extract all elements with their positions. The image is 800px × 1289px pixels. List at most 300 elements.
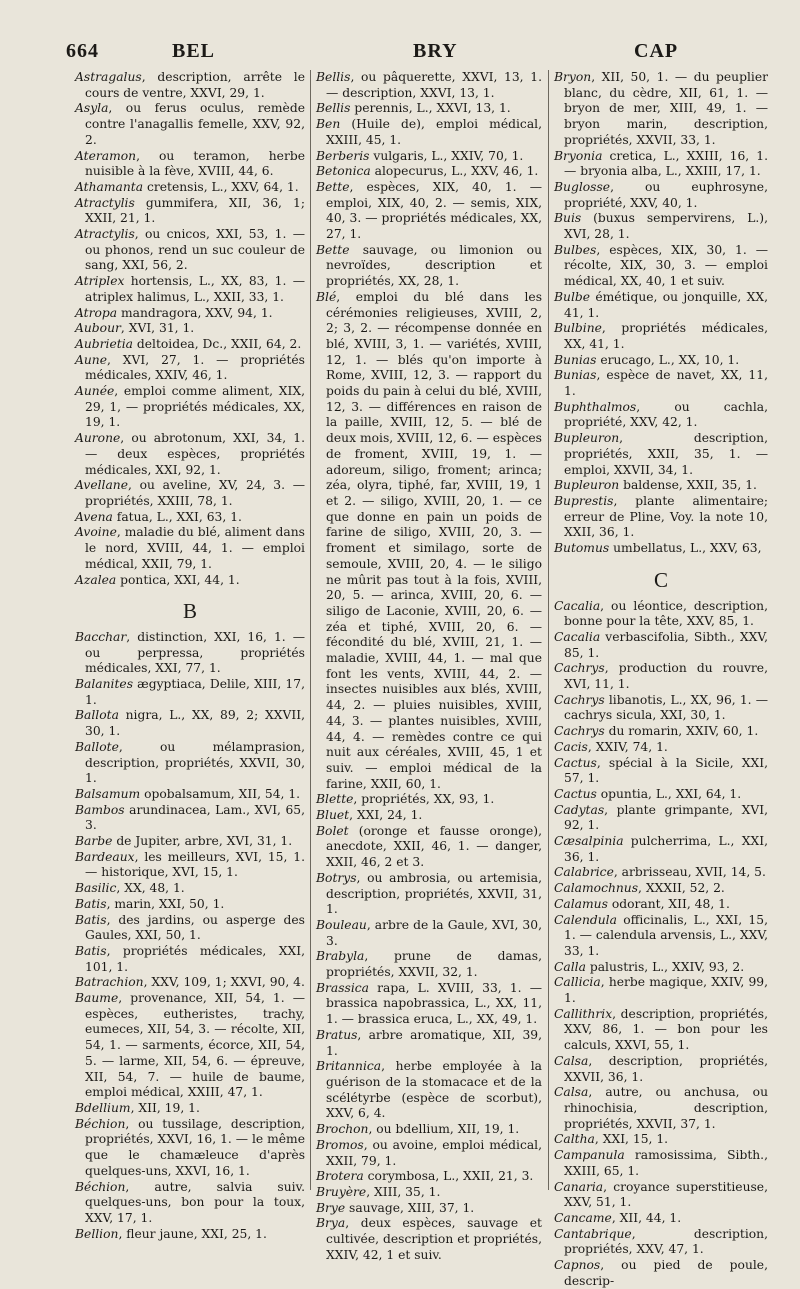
entry-term: Bunias bbox=[554, 368, 597, 383]
entry-text: , XX, 48, 1. bbox=[116, 881, 185, 896]
index-entry bbox=[554, 431, 768, 478]
entry-term: Brotera bbox=[316, 1169, 364, 1184]
entry-text: cretica, L., XXIII, 16, 1. — bryonia alba, L., XXIII, 17, 1. bbox=[564, 148, 768, 179]
entry-term: Avellane bbox=[75, 478, 129, 493]
index-entry bbox=[554, 865, 768, 881]
entry-term: Cadytas bbox=[554, 802, 605, 817]
entry-term: Bulbine bbox=[554, 321, 602, 336]
entry-term: Bluet bbox=[316, 808, 350, 823]
entry-term: Bouleau bbox=[316, 917, 367, 932]
index-entry bbox=[554, 787, 768, 803]
entry-text: , croyance superstitieuse, XXV, 51, 1. bbox=[564, 1179, 768, 1210]
index-entry bbox=[554, 1258, 768, 1289]
entry-text: , ou tussilage, description, propriétés, XXVI, 16, 1. — le même que le chamæleuce d'après quelques-uns, XXVI, 16, 1. bbox=[85, 1116, 305, 1178]
index-entry bbox=[75, 573, 305, 589]
entry-term: Bromos bbox=[316, 1137, 364, 1152]
entry-term: Batis bbox=[75, 912, 107, 927]
entry-text: , propriétés médicales, XX, 41, 1. bbox=[564, 321, 768, 351]
column-divider bbox=[310, 70, 311, 1190]
index-entry bbox=[316, 70, 542, 101]
index-entry bbox=[554, 960, 768, 976]
index-entry bbox=[75, 834, 305, 850]
index-entry bbox=[75, 274, 305, 305]
entry-term: Callithrix bbox=[554, 1006, 613, 1021]
index-entry bbox=[316, 180, 542, 243]
entry-text: arundinacea, Lam., XVI, 65, 3. bbox=[85, 802, 305, 833]
entry-text: deltoidea, Dc., XXII, 64, 2. bbox=[132, 336, 302, 351]
index-entry bbox=[75, 897, 305, 913]
entry-term: Bulbes bbox=[554, 242, 597, 257]
entry-text: , propriétés, XX, 93, 1. bbox=[353, 792, 495, 807]
entry-term: Calendula bbox=[554, 912, 617, 927]
index-entry bbox=[75, 913, 305, 944]
entry-term: Blé bbox=[316, 289, 337, 304]
index-entry bbox=[75, 850, 305, 881]
index-entry bbox=[75, 1180, 305, 1227]
entry-text: , propriétés médicales, XXI, 101, 1. bbox=[85, 943, 305, 974]
index-entry bbox=[316, 871, 542, 918]
entry-term: Ballote bbox=[75, 739, 119, 754]
index-entry bbox=[554, 1227, 768, 1258]
entry-text: , ou cachla, propriété, XXV, 42, 1. bbox=[564, 399, 768, 430]
entry-text: , ou pied de poule, descrip- bbox=[564, 1258, 768, 1288]
index-entry bbox=[554, 897, 768, 913]
entry-text: émétique, ou jonquille, XX, 41, 1. bbox=[564, 289, 768, 320]
entry-text: opobalsamum, XII, 54, 1. bbox=[140, 786, 301, 801]
entry-term: Cacalia bbox=[554, 598, 601, 613]
entry-term: Cæsalpinia bbox=[554, 834, 624, 849]
entry-text: , autre, salvia suiv. quelques-uns, bon pour la toux, XXV, 17, 1. bbox=[85, 1179, 305, 1225]
entry-text: , ou pâquerette, XXVI, 13, 1. — description, XXVI, 13, 1. bbox=[326, 70, 542, 100]
entry-text: opuntia, L., XXI, 64, 1. bbox=[596, 786, 742, 801]
entry-text: , fleur jaune, XXI, 25, 1. bbox=[118, 1226, 267, 1241]
index-entry bbox=[75, 991, 305, 1101]
entry-term: Ben bbox=[316, 117, 341, 132]
index-entry bbox=[316, 808, 542, 824]
column-divider bbox=[548, 70, 549, 1190]
index-entry bbox=[316, 290, 542, 793]
entry-text: erucago, L., XX, 10, 1. bbox=[596, 352, 740, 367]
index-entry bbox=[75, 149, 305, 180]
entry-text: gummifera, XII, 36, 1; XXII, 21, 1. bbox=[85, 195, 305, 226]
entry-term: Britannica bbox=[316, 1059, 382, 1074]
index-entry bbox=[554, 1211, 768, 1227]
entry-text: , maladie du blé, aliment dans le nord, XVIII, 44, 1. — emploi médical, XXII, 79, 1. bbox=[85, 525, 305, 571]
entry-text: , XVI, 31, 1. bbox=[120, 321, 195, 336]
entry-text: , XXXII, 52, 2. bbox=[638, 881, 725, 896]
entry-text: , XXI, 24, 1. bbox=[349, 808, 423, 823]
entry-text: , espèces, XIX, 30, 1. — récolte, XIX, 30, 3. — emploi médical, XX, 40, 1 et suiv. bbox=[564, 242, 768, 289]
entry-term: Calsa bbox=[554, 1053, 589, 1068]
entry-term: Callicia bbox=[554, 975, 601, 990]
header-guide-word-left: BEL bbox=[172, 40, 216, 62]
index-entry bbox=[316, 824, 542, 871]
entry-text: rapa, L. XVIII, 33, 1. — brassica napobrassica, L., XX, 11, 1. — brassica eruca, L., XX, 49, 1. bbox=[326, 980, 542, 1027]
entry-text: , deux espèces, sauvage et cultivée, description et propriétés, XXIV, 42, 1 et suiv. bbox=[326, 1216, 542, 1262]
entry-term: Bacchar bbox=[75, 629, 127, 644]
index-entry bbox=[75, 787, 305, 803]
entry-term: Capnos bbox=[554, 1258, 601, 1273]
entry-text: palustris, L., XXIV, 93, 2. bbox=[585, 959, 745, 974]
entry-text: , ou euphrosyne, propriété, XXV, 40, 1. bbox=[564, 179, 768, 210]
entry-term: Butomus bbox=[554, 541, 610, 556]
entry-term: Caltha bbox=[554, 1132, 595, 1147]
index-entry bbox=[75, 1101, 305, 1117]
index-entry bbox=[75, 306, 305, 322]
index-entry bbox=[75, 337, 305, 353]
entry-text: , arbre aromatique, XII, 39, 1. bbox=[326, 1027, 542, 1058]
entry-term: Bupleuron bbox=[554, 478, 620, 493]
entry-term: Cactus bbox=[554, 755, 597, 770]
entry-term: Basilic bbox=[75, 881, 117, 896]
entry-text: (Huile de), emploi médical, XXIII, 45, 1. bbox=[326, 117, 542, 147]
entry-term: Buis bbox=[554, 211, 582, 226]
entry-term: Astragalus bbox=[75, 70, 142, 84]
entry-term: Batrachion bbox=[75, 975, 144, 990]
entry-term: Brochon bbox=[316, 1122, 369, 1137]
entry-text: , XII, 50, 1. — du peuplier blanc, du cèdre, XII, 61, 1. — bryon de mer, XIII, 49, 1. — bryon marin, description, propriétés, XXVII, 33, 1. bbox=[564, 70, 768, 147]
entry-text: , arbre de la Gaule, XVI, 30, 3. bbox=[326, 917, 542, 948]
entry-text: (buxus sempervirens, L.), XVI, 28, 1. bbox=[564, 211, 768, 242]
index-entry bbox=[554, 353, 768, 369]
entry-term: Bryon bbox=[554, 70, 592, 84]
entry-term: Cancame bbox=[554, 1210, 612, 1225]
index-entry bbox=[75, 525, 305, 572]
index-entry bbox=[316, 243, 542, 290]
index-entry bbox=[75, 353, 305, 384]
entry-term: Calla bbox=[554, 959, 586, 974]
index-entry bbox=[75, 101, 305, 148]
entry-term: Bellis bbox=[316, 70, 351, 84]
entry-term: Batis bbox=[75, 896, 107, 911]
entry-text: , description, propriétés, XXVII, 36, 1. bbox=[564, 1053, 768, 1084]
index-entry bbox=[554, 693, 768, 724]
entry-term: Buphthalmos bbox=[554, 399, 637, 414]
entry-text: , ou mélamprasion, description, propriétés, XXVII, 30, 1. bbox=[85, 739, 305, 786]
entry-term: Aubour bbox=[75, 321, 121, 336]
entry-text: , autre, ou anchusa, ou rhinochisia, description, propriétés, XXVII, 37, 1. bbox=[564, 1085, 768, 1131]
entry-term: Cachrys bbox=[554, 661, 605, 676]
entry-text: umbellatus, L., XXV, 63, bbox=[609, 541, 762, 556]
entry-term: Atractylis bbox=[75, 227, 135, 242]
index-entry bbox=[316, 792, 542, 808]
entry-text: , XXIV, 74, 1. bbox=[587, 739, 668, 754]
entry-term: Botrys bbox=[316, 870, 357, 885]
index-entry bbox=[554, 756, 768, 787]
entry-text: , description, propriétés, XXII, 35, 1. — emploi, XXVII, 34, 1. bbox=[564, 431, 768, 477]
index-entry bbox=[316, 1059, 542, 1122]
entry-term: Bette bbox=[316, 242, 350, 257]
entry-term: Calamus bbox=[554, 896, 608, 911]
entry-term: Bunias bbox=[554, 352, 597, 367]
entry-text: , espèces, XIX, 40, 1. — emploi, XIX, 40, 2. — semis, XIX, 40, 3. — propriétés médicales, XX, 27, 1. bbox=[326, 179, 542, 242]
entry-text: , XXV, 109, 1; XXVI, 90, 4. bbox=[143, 975, 305, 990]
entry-term: Atropa bbox=[75, 305, 118, 320]
running-header bbox=[56, 40, 760, 70]
index-entry bbox=[554, 913, 768, 960]
entry-text: , ou cnicos, XXI, 53, 1. — ou phonos, rend un suc couleur de sang, XXI, 56, 2. bbox=[85, 227, 305, 273]
entry-term: Batis bbox=[75, 943, 107, 958]
entry-term: Cantabrique bbox=[554, 1226, 632, 1241]
entry-term: Aubrietia bbox=[75, 336, 133, 351]
entry-term: Aurone bbox=[75, 431, 121, 446]
index-entry bbox=[554, 149, 768, 180]
entry-text: , description, arrête le cours de ventre, XXVI, 29, 1. bbox=[85, 70, 305, 100]
index-entry bbox=[554, 975, 768, 1006]
index-entry bbox=[316, 164, 542, 180]
index-entry bbox=[75, 1227, 305, 1243]
entry-text: (oronge et fausse oronge), anecdote, XXII, 46, 1. — danger, XXII, 46, 2 et 3. bbox=[326, 823, 542, 870]
entry-text: , ou abrotonum, XXI, 34, 1. — deux espèces, propriétés médicales, XXI, 92, 1. bbox=[85, 431, 305, 477]
entry-term: Calabrice bbox=[554, 865, 614, 880]
entry-term: Brassica bbox=[316, 980, 370, 995]
index-entry bbox=[75, 803, 305, 834]
entry-text: baldense, XXII, 35, 1. bbox=[619, 478, 757, 493]
entry-text: perennis, L., XXVI, 13, 1. bbox=[350, 101, 511, 116]
entry-text: , ou léontice, description, bonne pour la tête, XXV, 85, 1. bbox=[564, 598, 768, 629]
index-entry bbox=[75, 478, 305, 509]
entry-text: sauvage, XIII, 37, 1. bbox=[345, 1200, 475, 1215]
index-entry bbox=[316, 149, 542, 165]
entry-text: du romarin, XXIV, 60, 1. bbox=[604, 724, 759, 739]
entry-text: , prune de damas, propriétés, XXVII, 32, 1. bbox=[326, 949, 542, 980]
entry-term: Brye bbox=[316, 1200, 346, 1215]
entry-text: , emploi du blé dans les cérémonies religieuses, XVIII, 2, 2; 3, 2. — récompense donnée en blé, XVIII, 3, 1. — variétés, XVIII, 12, 1. — blés qu'on importe à Rome, XVIII, 12, 3. — rapport du poids du pain à celui du blé, XVIII, 12, 3. — différences en raison de la paille, XVIII, 12, 5. — blé de deux mois, XVIII, 12, 6. — espèces de froment, XVIII, 19, 1. — adoreum, siligo, froment; arinca; zéa, olyra, tiphé, far, XVIII, 19, 1 et 2. — siligo, XVIII, 20, 1. — ce que donne en pain un poids de farine de siligo, XVIII, 20, 3. — froment et similago, sorte de semoule, XVIII, 20, 4. — le siligo ne mûrit pas tout à la fois, XVIII, 20, 5. — arinca, XVIII, 20, 6. — siligo de Laconie, XVIII, 20, 6. — zéa et tiphé, XVIII, 20, 6. — fécondité du blé, XVIII, 21, 1. — maladie, XVIII, 44, 1. — mal que font les vents, XVIII, 44, 2. — insectes nuisibles aux blés, XVIII, 44, 2. — pluies nuisibles, XVIII, 44, 3. — plantes nuisibles, XVIII, 44, 4. — remèdes contre ce qui nuit aux céréales, XVIII, 45, 1 et suiv. — emploi médical de la farine, XXII, 60, 1. bbox=[326, 289, 542, 791]
entry-text: , plante grimpante, XVI, 92, 1. bbox=[564, 802, 768, 833]
index-entry bbox=[554, 400, 768, 431]
index-entry bbox=[316, 1138, 542, 1169]
entry-term: Berberis bbox=[316, 148, 370, 163]
entry-term: Bolet bbox=[316, 823, 349, 838]
entry-text: , espèce de navet, XX, 11, 1. bbox=[564, 368, 768, 399]
index-entry bbox=[554, 881, 768, 897]
index-entry bbox=[316, 918, 542, 949]
index-entry bbox=[554, 290, 768, 321]
entry-term: Cactus bbox=[554, 786, 597, 801]
entry-term: Aune bbox=[75, 352, 107, 367]
entry-text: hortensis, L., XX, 83, 1. — atriplex halimus, L., XXII, 33, 1. bbox=[85, 274, 305, 304]
entry-text: ramosissima, Sibth., XXIII, 65, 1. bbox=[564, 1148, 768, 1178]
index-entry bbox=[554, 1054, 768, 1085]
entry-term: Azalea bbox=[75, 572, 117, 587]
entry-term: Bambos bbox=[75, 802, 125, 817]
entry-term: Cachrys bbox=[554, 692, 605, 707]
entry-text: , arbrisseau, XVII, 14, 5. bbox=[613, 865, 766, 880]
entry-term: Bryonia bbox=[554, 148, 603, 163]
entry-term: Calsa bbox=[554, 1085, 589, 1100]
entry-text: , des jardins, ou asperge des Gaules, XXI, 50, 1. bbox=[85, 912, 305, 943]
index-entry bbox=[75, 180, 305, 196]
index-entry bbox=[316, 1185, 542, 1201]
entry-text: , ou bdellium, XII, 19, 1. bbox=[368, 1122, 520, 1137]
index-entry bbox=[75, 70, 305, 101]
entry-text: alopecurus, L., XXV, 46, 1. bbox=[370, 164, 539, 179]
index-entry bbox=[75, 677, 305, 708]
entry-text: , description, propriétés, XXV, 86, 1. — bon pour les calculs, XXVI, 55, 1. bbox=[564, 1006, 768, 1053]
index-entry bbox=[316, 949, 542, 980]
entry-term: Ateramon bbox=[75, 148, 137, 163]
index-entry bbox=[75, 227, 305, 274]
index-entry bbox=[75, 431, 305, 478]
index-entry bbox=[554, 478, 768, 494]
entry-term: Cacalia bbox=[554, 629, 601, 644]
index-entry bbox=[554, 180, 768, 211]
section-letter: B bbox=[182, 599, 197, 624]
index-entry bbox=[554, 630, 768, 661]
entry-text: , ou teramon, herbe nuisible à la fève, XVIII, 44, 6. bbox=[85, 148, 305, 179]
entry-text: , les meilleurs, XVI, 15, 1. — historique, XVI, 15, 1. bbox=[85, 849, 305, 880]
entry-text: , herbe magique, XXIV, 99, 1. bbox=[564, 975, 768, 1006]
entry-text: corymbosa, L., XXII, 21, 3. bbox=[363, 1169, 534, 1184]
index-entry bbox=[75, 630, 305, 677]
index-entry bbox=[75, 1117, 305, 1180]
index-entry bbox=[554, 243, 768, 290]
index-entry bbox=[75, 740, 305, 787]
index-entry bbox=[554, 834, 768, 865]
index-entry bbox=[316, 981, 542, 1028]
entry-text: , herbe employée à la guérison de la stomacace et de la scélétyrbe (espèce de scorbut), XXV, 6, 4. bbox=[326, 1059, 542, 1121]
entry-text: , ou ambrosia, ou artemisia, description, propriétés, XXVII, 31, 1. bbox=[326, 870, 542, 917]
index-column-middle bbox=[316, 70, 542, 1263]
index-entry bbox=[554, 1132, 768, 1148]
entry-text: , XXI, 15, 1. bbox=[594, 1132, 669, 1147]
entry-text: , emploi comme aliment, XIX, 29, 1, — propriétés médicales, XX, 19, 1. bbox=[85, 384, 305, 430]
index-entry bbox=[75, 975, 305, 991]
index-entry bbox=[554, 541, 768, 557]
entry-term: Campanula bbox=[554, 1148, 625, 1163]
entry-term: Bellis bbox=[316, 101, 351, 116]
entry-term: Barbe bbox=[75, 834, 113, 849]
entry-term: Cachrys bbox=[554, 724, 605, 739]
entry-text: , marin, XXI, 50, 1. bbox=[106, 896, 225, 911]
entry-text: fatua, L., XXI, 63, 1. bbox=[112, 509, 242, 524]
entry-term: Bette bbox=[316, 179, 350, 194]
entry-text: odorant, XII, 48, 1. bbox=[607, 896, 730, 911]
entry-text: vulgaris, L., XXIV, 70, 1. bbox=[369, 148, 524, 163]
entry-text: , XVI, 27, 1. — propriétés médicales, XXIV, 46, 1. bbox=[85, 352, 305, 383]
index-entry bbox=[75, 708, 305, 739]
index-entry bbox=[316, 1122, 542, 1138]
entry-text: , plante alimentaire; erreur de Pline, Voy. la note 10, XXII, 36, 1. bbox=[564, 493, 768, 540]
entry-text: , ou aveline, XV, 24, 3. — propriétés, XXIII, 78, 1. bbox=[85, 478, 305, 508]
entry-text: , ou avoine, emploi médical, XXII, 79, 1. bbox=[326, 1137, 542, 1168]
entry-text: , provenance, XII, 54, 1. — espèces, eutheristes, trachy, eumeces, XII, 54, 3. — récolte, XII, 54, 1. — sarments, écorce, XII, 54, 5. — larme, XII, 54, 6. — épreuve, XII, 54, 7. — huile de baume, emploi médical, XXIII, 47, 1. bbox=[85, 991, 305, 1100]
entry-text: , description, propriétés, XXV, 47, 1. bbox=[564, 1226, 768, 1257]
entry-term: Aunée bbox=[75, 384, 115, 399]
index-entry bbox=[554, 70, 768, 149]
index-entry bbox=[316, 101, 542, 117]
index-entry bbox=[316, 1216, 542, 1263]
index-entry bbox=[554, 740, 768, 756]
entry-term: Bratus bbox=[316, 1027, 358, 1042]
entry-term: Bdellium bbox=[75, 1101, 131, 1115]
entry-term: Athamanta bbox=[75, 179, 144, 194]
index-entry bbox=[554, 368, 768, 399]
entry-text: nigra, L., XX, 89, 2; XXVII, 30, 1. bbox=[85, 708, 305, 739]
entry-term: Buprestis bbox=[554, 493, 614, 508]
entry-text: sauvage, ou limonion ou nevroïdes, description et propriétés, XX, 28, 1. bbox=[326, 242, 542, 289]
entry-term: Atriplex bbox=[75, 274, 125, 289]
index-entry bbox=[316, 1201, 542, 1217]
index-entry bbox=[316, 1028, 542, 1059]
entry-text: , XII, 44, 1. bbox=[611, 1210, 682, 1225]
index-entry bbox=[554, 321, 768, 352]
entry-term: Brya bbox=[316, 1216, 346, 1231]
entry-text: , XIII, 35, 1. bbox=[366, 1184, 441, 1199]
index-entry bbox=[554, 1085, 768, 1132]
entry-term: Baume bbox=[75, 991, 119, 1006]
entry-term: Balsamum bbox=[75, 786, 141, 801]
index-entry bbox=[75, 944, 305, 975]
index-entry bbox=[316, 1169, 542, 1185]
entry-text: mandragora, XXV, 94, 1. bbox=[117, 305, 273, 320]
entry-text: , ou ferus oculus, remède contre l'anagallis femelle, XXV, 92, 2. bbox=[85, 101, 305, 147]
entry-term: Béchion bbox=[75, 1116, 126, 1131]
index-entry bbox=[554, 724, 768, 740]
entry-text: , XII, 19, 1. bbox=[130, 1101, 200, 1115]
entry-text: , production du rouvre, XVI, 11, 1. bbox=[564, 661, 768, 692]
entry-term: Béchion bbox=[75, 1179, 126, 1194]
entry-text: , distinction, XXI, 16, 1. — ou perpressa, propriétés médicales, XXI, 77, 1. bbox=[85, 629, 305, 676]
entry-term: Balanites bbox=[75, 677, 134, 692]
header-guide-word-center: BRY bbox=[413, 40, 458, 62]
index-column-left bbox=[75, 70, 305, 1242]
index-entry bbox=[554, 661, 768, 692]
entry-text: libanotis, L., XX, 96, 1. — cachrys sicula, XXI, 30, 1. bbox=[564, 692, 768, 723]
index-entry bbox=[554, 1148, 768, 1179]
entry-term: Brabyla bbox=[316, 949, 365, 964]
entry-term: Bellion bbox=[75, 1226, 119, 1241]
entry-term: Blette bbox=[316, 792, 354, 807]
entry-term: Bruyère bbox=[316, 1184, 367, 1199]
entry-text: ægyptiaca, Delile, XIII, 17, 1. bbox=[85, 677, 305, 707]
entry-term: Betonica bbox=[316, 164, 371, 179]
entry-term: Bulbe bbox=[554, 289, 591, 304]
index-entry bbox=[75, 881, 305, 897]
index-entry bbox=[75, 384, 305, 431]
entry-term: Cacis bbox=[554, 739, 588, 754]
entry-term: Atractylis bbox=[75, 195, 135, 210]
index-entry bbox=[75, 510, 305, 526]
entry-term: Canaria bbox=[554, 1179, 604, 1194]
entry-term: Ballota bbox=[75, 708, 119, 723]
entry-text: , spécial à la Sicile, XXI, 57, 1. bbox=[564, 755, 768, 786]
entry-term: Buglosse bbox=[554, 179, 611, 194]
index-entry bbox=[554, 599, 768, 630]
index-entry bbox=[554, 803, 768, 834]
entry-term: Avoine bbox=[75, 525, 117, 540]
index-entry bbox=[554, 211, 768, 242]
index-entry bbox=[554, 1180, 768, 1211]
entry-text: cretensis, L., XXV, 64, 1. bbox=[143, 179, 299, 194]
entry-term: Calamochnus bbox=[554, 881, 639, 896]
entry-term: Bupleuron bbox=[554, 431, 620, 446]
index-entry bbox=[75, 196, 305, 227]
header-guide-word-right: CAP bbox=[634, 40, 679, 62]
index-entry bbox=[316, 117, 542, 148]
entry-text: officinalis, L., XXI, 15, 1. — calendula arvensis, L., XXV, 33, 1. bbox=[564, 912, 768, 958]
entry-text: verbascifolia, Sibth., XXV, 85, 1. bbox=[564, 629, 768, 660]
index-entry bbox=[554, 1007, 768, 1054]
index-entry bbox=[554, 494, 768, 541]
entry-text: de Jupiter, arbre, XVI, 31, 1. bbox=[112, 834, 293, 849]
section-letter: C bbox=[653, 567, 668, 592]
entry-term: Bardeaux bbox=[75, 849, 135, 864]
index-entry bbox=[75, 321, 305, 337]
entry-term: Avena bbox=[75, 509, 113, 524]
page-number: 664 bbox=[66, 40, 99, 62]
entry-text: pulcherrima, L., XXI, 36, 1. bbox=[564, 834, 768, 864]
